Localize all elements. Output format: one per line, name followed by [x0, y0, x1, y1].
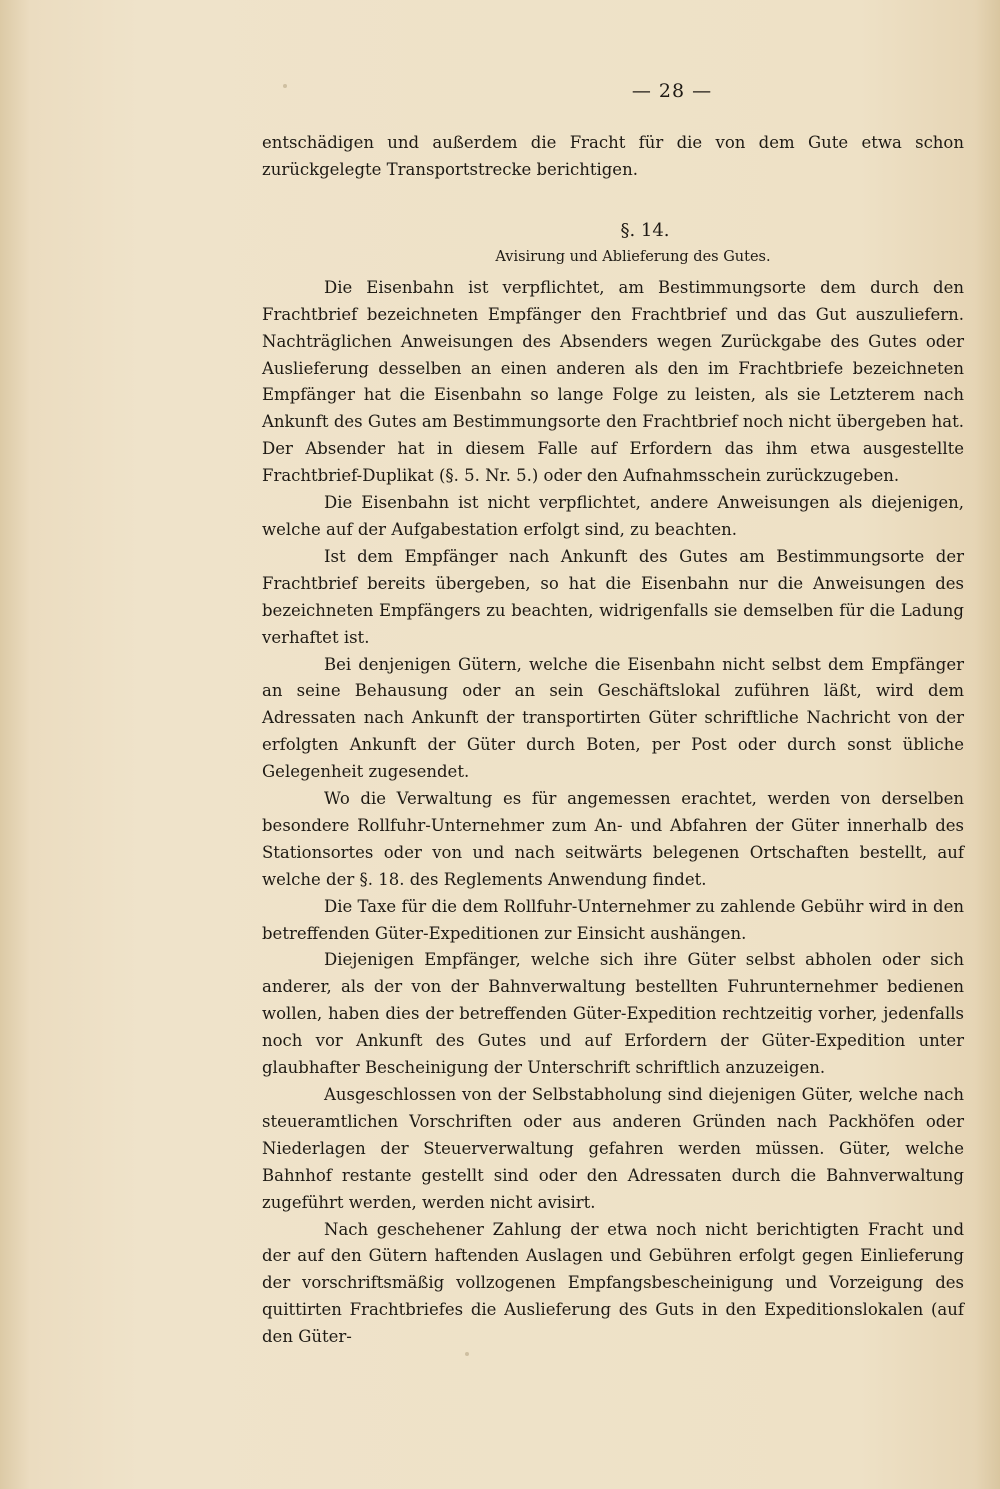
- paragraph: Ist dem Empfänger nach Ankunft des Gutes am Bestimmungsorte der Frachtbrief bereits übergeben, so hat die Eisenbahn nur die Anweisungen des bezeichneten Empfängers zu beachten, widrigenfalls sie demselben für die Ladung verhaftet ist.: [262, 546, 964, 647]
- paragraph: Ausgeschlossen von der Selbstabholung sind diejenigen Güter, welche nach steueramtlichen Vorschriften oder aus anderen Gründen nach Packhöfen oder Niederlagen der Steuerverwaltung gefahren werden müssen. Güter, welche Bahnhof restante gestellt sind oder den Adressaten durch die Bahnverwaltung zugeführt werden, werden nicht avisirt.: [262, 1085, 964, 1212]
- paragraph: Bei denjenigen Gütern, welche die Eisenbahn nicht selbst dem Empfänger an seine Behausung oder an sein Geschäftslokal zuführen läßt, wird dem Adressaten nach Ankunft der transportirten Güter schriftliche Nachricht von der erfolgten Ankunft der Güter durch Boten, per Post oder durch sonst übliche Gelegenheit zugesendet.: [262, 654, 964, 782]
- paragraph: Die Taxe für die dem Rollfuhr-Unternehmer zu zahlende Gebühr wird in den betreffenden Güter-Expeditionen zur Einsicht aushängen.: [262, 896, 964, 943]
- lead-paragraph: entschädigen und außerdem die Fracht für die von dem Gute etwa schon zurückgelegte Transportstrecke berichtigen.: [262, 133, 964, 179]
- section-title: Avisirung und Ablieferung des Gutes.: [495, 248, 771, 265]
- paragraph: Wo die Verwaltung es für angemessen erachtet, werden von derselben besondere Rollfuhr-Unternehmer zum An- und Abfahren der Güter innerhalb des Stationsortes oder von und nach seitwärts belegenen Ortschaften bestellt, auf welche der §. 18. des Reglements Anwendung findet.: [262, 789, 964, 889]
- section-number: §. 14.: [620, 219, 670, 241]
- paragraph: Die Eisenbahn ist nicht verpflichtet, andere Anweisungen als diejenigen, welche auf der Aufgabestation erfolgt sind, zu beachten.: [262, 493, 964, 539]
- paragraph: Nach geschehener Zahlung der etwa noch nicht berichtigten Fracht und der auf den Gütern haftenden Auslagen und Gebühren erfolgt gegen Einlieferung der vorschriftsmäßig vollzogenen Empfangsbescheinigung und Vorzeigung des quittirten Frachtbriefes die Auslieferung des Guts in den Expeditionslokalen (auf den Güter-: [262, 1219, 964, 1347]
- page-content: [262, 70, 964, 1351]
- page-number: — 28 —: [631, 80, 713, 102]
- paragraph: Die Eisenbahn ist verpflichtet, am Bestimmungsorte dem durch den Frachtbrief bezeichneten Empfänger den Frachtbrief und das Gut auszuliefern. Nachträglichen Anweisungen des Absenders wegen Zurückgabe des Gutes oder Auslieferung desselben an einen anderen als den im Frachtbriefe bezeichneten Empfänger hat die Eisenbahn so lange Folge zu leisten, als sie Letzterem nach Ankunft des Gutes am Bestimmungsorte den Frachtbrief noch nicht übergeben hat. Der Absender hat in diesem Falle auf Erfordern das ihm etwa ausgestellte Frachtbrief-Duplikat (§. 5. Nr. 5.) oder den Aufnahmsschein zurückzugeben.: [262, 277, 964, 486]
- paper-speck: [465, 1352, 469, 1356]
- paragraph: Diejenigen Empfänger, welche sich ihre Güter selbst abholen oder sich anderer, als der von der Bahnverwaltung bestellten Fuhrunternehmer bedienen wollen, haben dies der betreffenden Güter-Expedition rechtzeitig vorher, jedenfalls noch vor Ankunft des Gutes und auf Erfordern der Güter-Expedition unter glaubhafter Bescheinigung der Unterschrift schriftlich anzuzeigen.: [262, 950, 964, 1078]
